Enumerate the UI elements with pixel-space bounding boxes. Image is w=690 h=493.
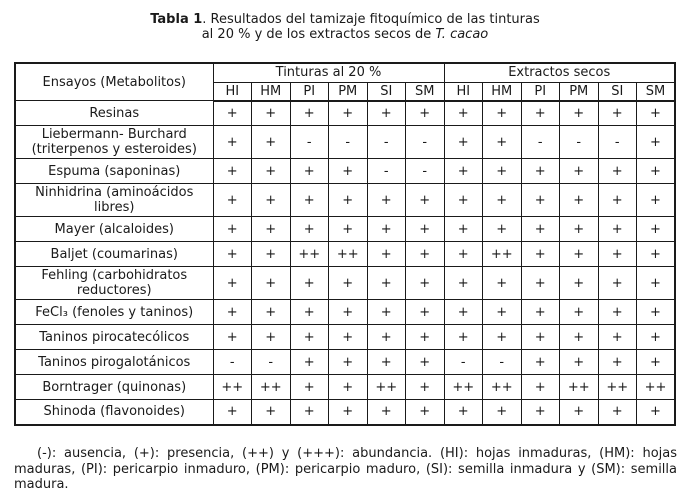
result-cell: + <box>252 242 291 267</box>
column-header-hi-tinturas: HI <box>213 82 252 101</box>
result-cell: + <box>560 184 599 217</box>
result-cell: - <box>598 126 637 159</box>
result-cell: + <box>598 101 637 126</box>
result-cell: + <box>252 101 291 126</box>
result-cell: - <box>213 350 252 375</box>
result-cell: + <box>367 350 406 375</box>
result-cell: + <box>406 375 445 400</box>
result-cell: + <box>406 350 445 375</box>
column-header-pm-extractos: PM <box>560 82 599 101</box>
result-cell: + <box>290 159 329 184</box>
result-cell: + <box>213 400 252 425</box>
result-cell: + <box>521 267 560 300</box>
result-cell: + <box>406 101 445 126</box>
result-cell: + <box>444 217 483 242</box>
row-label: Espuma (saponinas) <box>15 159 213 184</box>
result-cell: + <box>521 325 560 350</box>
column-header-pi-tinturas: PI <box>290 82 329 101</box>
result-cell: + <box>444 242 483 267</box>
result-cell: - <box>406 126 445 159</box>
caption-species-name: T. cacao <box>435 27 489 42</box>
caption-line-2 <box>0 27 690 42</box>
row-label: Ninhidrina (aminoácidos libres) <box>15 184 213 217</box>
result-cell: + <box>367 242 406 267</box>
result-cell: ++ <box>367 375 406 400</box>
result-cell: + <box>252 267 291 300</box>
caption-line-1-text: . Resultados del tamizaje fitoquímico de las tinturas <box>202 12 540 27</box>
column-header-si-extractos: SI <box>598 82 637 101</box>
result-cell: + <box>213 184 252 217</box>
result-cell: + <box>560 400 599 425</box>
result-cell: + <box>367 184 406 217</box>
result-cell: + <box>598 400 637 425</box>
result-cell: + <box>483 159 522 184</box>
group-header-row <box>15 63 675 82</box>
result-cell: - <box>483 350 522 375</box>
result-cell: + <box>367 325 406 350</box>
table-row <box>15 101 675 126</box>
result-cell: + <box>560 217 599 242</box>
result-cell: + <box>521 400 560 425</box>
result-cell: + <box>406 184 445 217</box>
result-cell: - <box>560 126 599 159</box>
result-cell: + <box>560 159 599 184</box>
result-cell: + <box>213 300 252 325</box>
result-cell: ++ <box>329 242 368 267</box>
table-row <box>15 400 675 425</box>
result-cell: + <box>598 350 637 375</box>
result-cell: + <box>560 300 599 325</box>
column-header-hm-extractos: HM <box>483 82 522 101</box>
row-label: Mayer (alcaloides) <box>15 217 213 242</box>
table-row <box>15 375 675 400</box>
result-cell: + <box>637 184 676 217</box>
result-cell: + <box>483 184 522 217</box>
group-header-tinturas: Tinturas al 20 % <box>213 63 444 82</box>
result-cell: - <box>367 159 406 184</box>
result-cell: + <box>521 184 560 217</box>
result-cell: + <box>560 350 599 375</box>
result-cell: + <box>367 267 406 300</box>
result-cell: + <box>444 184 483 217</box>
result-cell: - <box>290 126 329 159</box>
result-cell: - <box>521 126 560 159</box>
result-cell: + <box>290 400 329 425</box>
result-cell: ++ <box>444 375 483 400</box>
result-cell: ++ <box>560 375 599 400</box>
result-cell: + <box>252 300 291 325</box>
result-cell: + <box>560 101 599 126</box>
row-label: Baljet (coumarinas) <box>15 242 213 267</box>
result-cell: + <box>637 126 676 159</box>
result-cell: + <box>444 159 483 184</box>
result-cell: + <box>367 300 406 325</box>
result-cell: + <box>329 300 368 325</box>
result-cell: - <box>444 350 483 375</box>
result-cell: + <box>367 217 406 242</box>
result-cell: + <box>367 101 406 126</box>
result-cell: + <box>637 300 676 325</box>
result-cell: + <box>483 126 522 159</box>
table-row <box>15 159 675 184</box>
result-cell: + <box>290 217 329 242</box>
result-cell: + <box>290 325 329 350</box>
result-cell: ++ <box>483 375 522 400</box>
table-row <box>15 350 675 375</box>
result-cell: + <box>598 159 637 184</box>
caption-line-1 <box>0 12 690 27</box>
result-cell: + <box>637 217 676 242</box>
result-cell: + <box>560 325 599 350</box>
result-cell: + <box>598 300 637 325</box>
result-cell: + <box>213 267 252 300</box>
result-cell: + <box>213 126 252 159</box>
result-cell: + <box>329 217 368 242</box>
result-cell: + <box>637 159 676 184</box>
result-cell: + <box>406 300 445 325</box>
result-cell: + <box>598 242 637 267</box>
result-cell: + <box>213 242 252 267</box>
result-cell: ++ <box>483 242 522 267</box>
result-cell: + <box>252 400 291 425</box>
result-cell: + <box>406 325 445 350</box>
table-row <box>15 126 675 159</box>
result-cell: ++ <box>290 242 329 267</box>
result-cell: + <box>521 159 560 184</box>
result-cell: ++ <box>637 375 676 400</box>
result-cell: + <box>290 300 329 325</box>
result-cell: + <box>483 400 522 425</box>
row-label: Fehling (carbohidratos reductores) <box>15 267 213 300</box>
table-row <box>15 300 675 325</box>
result-cell: - <box>406 159 445 184</box>
table-row <box>15 242 675 267</box>
result-cell: + <box>213 217 252 242</box>
result-cell: + <box>252 217 291 242</box>
result-cell: + <box>329 325 368 350</box>
result-cell: + <box>637 242 676 267</box>
result-cell: + <box>598 184 637 217</box>
result-cell: + <box>444 400 483 425</box>
result-cell: + <box>213 159 252 184</box>
footnote: (-): ausencia, (+): presencia, (++) y (+++): abundancia. (HI): hojas inmaduras, (HM): hojas maduras, (PI): pericarpio inmaduro, (PM): pericarpio maduro, (SI): semilla inmadura y (SM): semilla madura. <box>14 446 677 492</box>
result-cell: - <box>367 126 406 159</box>
result-cell: + <box>444 101 483 126</box>
result-cell: + <box>329 267 368 300</box>
result-cell: + <box>483 217 522 242</box>
result-cell: + <box>637 325 676 350</box>
result-cell: ++ <box>252 375 291 400</box>
result-cell: + <box>598 217 637 242</box>
result-cell: - <box>252 350 291 375</box>
result-cell: + <box>598 267 637 300</box>
table-row <box>15 267 675 300</box>
result-cell: + <box>560 242 599 267</box>
result-cell: + <box>483 101 522 126</box>
result-cell: + <box>521 300 560 325</box>
result-cell: + <box>329 184 368 217</box>
group-header-extractos: Extractos secos <box>444 63 675 82</box>
table-row <box>15 325 675 350</box>
result-cell: + <box>329 101 368 126</box>
column-header-pm-tinturas: PM <box>329 82 368 101</box>
table-caption <box>0 0 690 42</box>
result-cell: + <box>444 325 483 350</box>
result-cell: ++ <box>213 375 252 400</box>
result-cell: + <box>560 267 599 300</box>
result-cell: + <box>483 267 522 300</box>
result-cell: + <box>444 267 483 300</box>
row-label: Resinas <box>15 101 213 126</box>
table-row <box>15 217 675 242</box>
result-cell: + <box>444 126 483 159</box>
result-cell: + <box>290 350 329 375</box>
result-cell: + <box>329 375 368 400</box>
caption-table-number: Tabla 1 <box>150 12 203 27</box>
result-cell: + <box>521 217 560 242</box>
row-label: Taninos pirogalotánicos <box>15 350 213 375</box>
column-header-sm-extractos: SM <box>637 82 676 101</box>
column-header-ensayos: Ensayos (Metabolitos) <box>15 63 213 101</box>
result-cell: + <box>290 101 329 126</box>
result-cell: + <box>406 400 445 425</box>
caption-line-2-text: al 20 % y de los extractos secos de <box>201 27 436 42</box>
result-cell: + <box>637 267 676 300</box>
table-row <box>15 184 675 217</box>
result-cell: + <box>367 400 406 425</box>
result-cell: + <box>252 126 291 159</box>
column-header-hi-extractos: HI <box>444 82 483 101</box>
result-cell: + <box>290 375 329 400</box>
result-cell: + <box>598 325 637 350</box>
row-label: FeCl₃ (fenoles y taninos) <box>15 300 213 325</box>
result-cell: + <box>521 375 560 400</box>
result-cell: + <box>290 184 329 217</box>
result-cell: + <box>213 325 252 350</box>
result-cell: + <box>252 159 291 184</box>
result-cell: + <box>521 101 560 126</box>
result-cell: + <box>406 217 445 242</box>
result-cell: + <box>483 325 522 350</box>
result-cell: + <box>406 267 445 300</box>
result-cell: - <box>329 126 368 159</box>
result-cell: + <box>521 350 560 375</box>
result-cell: + <box>637 350 676 375</box>
row-label: Borntrager (quinonas) <box>15 375 213 400</box>
result-cell: + <box>521 242 560 267</box>
row-label: Taninos pirocatecólicos <box>15 325 213 350</box>
result-cell: + <box>290 267 329 300</box>
row-label: Shinoda (flavonoides) <box>15 400 213 425</box>
result-cell: + <box>444 300 483 325</box>
result-cell: + <box>406 242 445 267</box>
result-cell: + <box>637 400 676 425</box>
column-header-sm-tinturas: SM <box>406 82 445 101</box>
result-cell: + <box>213 101 252 126</box>
result-cell: + <box>329 159 368 184</box>
result-cell: + <box>329 350 368 375</box>
result-cell: + <box>252 325 291 350</box>
column-header-si-tinturas: SI <box>367 82 406 101</box>
row-label: Liebermann- Burchard (triterpenos y esteroides) <box>15 126 213 159</box>
phytochemical-results-table <box>14 62 676 426</box>
column-header-hm-tinturas: HM <box>252 82 291 101</box>
result-cell: + <box>483 300 522 325</box>
result-cell: + <box>329 400 368 425</box>
result-cell: + <box>637 101 676 126</box>
result-cell: + <box>252 184 291 217</box>
column-header-pi-extractos: PI <box>521 82 560 101</box>
result-cell: ++ <box>598 375 637 400</box>
